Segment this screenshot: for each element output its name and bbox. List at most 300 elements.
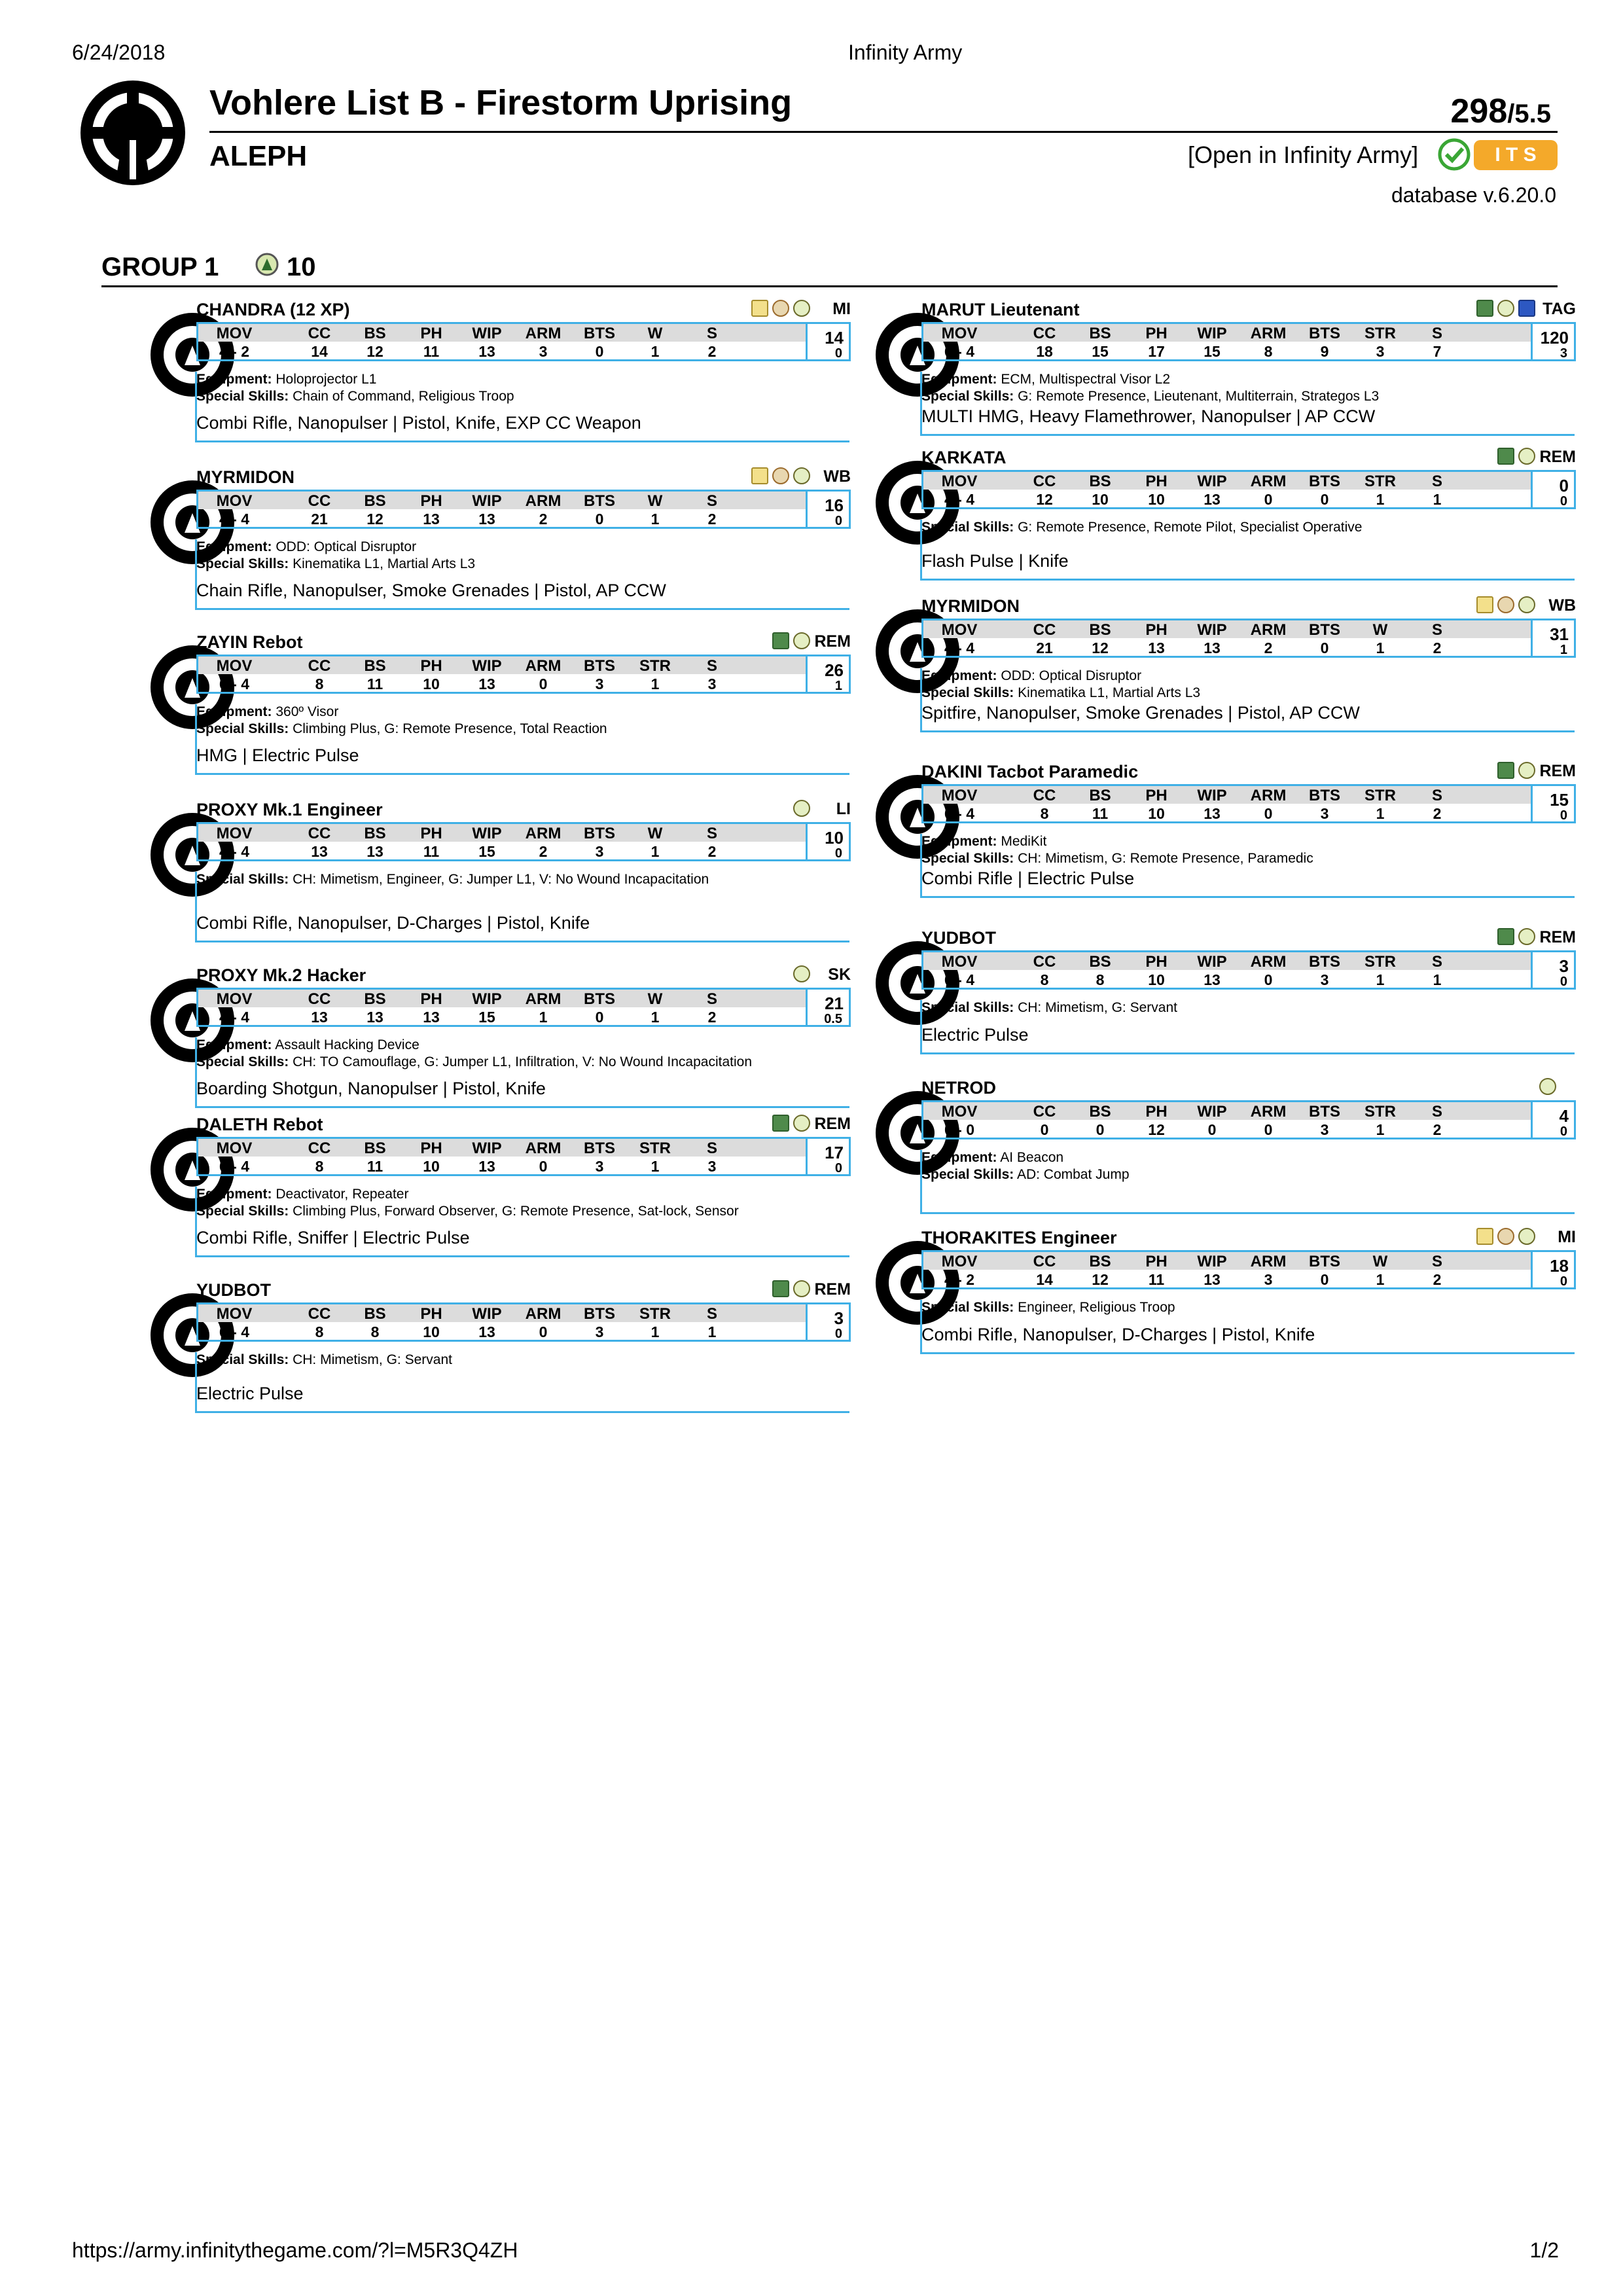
stat-header: S <box>1431 1103 1442 1121</box>
stat-header: S <box>706 825 717 842</box>
stat-header: PH <box>420 1305 442 1323</box>
stat-value: 4 - 4 <box>944 491 975 508</box>
unit-points: 3 <box>834 1308 844 1328</box>
stat-value: 0 <box>1264 1121 1273 1138</box>
stat-header: BTS <box>1309 325 1340 342</box>
stat-header: ARM <box>525 657 562 675</box>
stat-header: BS <box>1089 621 1111 639</box>
unit-type: LI <box>836 800 851 818</box>
stat-value: 11 <box>423 843 440 860</box>
stat-value: 8 <box>315 1323 324 1340</box>
unit-swc: 0 <box>1560 975 1567 989</box>
irregular-order-icon <box>1497 1228 1514 1245</box>
stat-value: 13 <box>366 843 383 860</box>
skills-line <box>921 851 1313 867</box>
its-badge: I T S <box>1474 140 1558 170</box>
stat-value: 1 <box>651 1009 660 1026</box>
skills-value: G: Remote Presence, Remote Pilot, Specialist Operative <box>1018 520 1363 535</box>
stat-value: 4 - 4 <box>219 511 250 528</box>
stat-value: 0 <box>539 1158 548 1175</box>
stat-value: 13 <box>1204 805 1221 822</box>
skills-line <box>921 1000 1177 1016</box>
stat-header: MOV <box>941 787 978 804</box>
stat-value: 3 <box>1376 343 1385 360</box>
stat-value: 1 <box>651 511 660 528</box>
cost-box <box>808 988 851 1027</box>
stat-header: BS <box>364 1139 386 1157</box>
unit-card <box>196 632 851 773</box>
group-rule <box>101 285 1558 287</box>
footer-url[interactable]: https://army.infinitythegame.com/?l=M5R3Q4ZH <box>72 2238 518 2262</box>
equipment-label: Equipment: <box>196 539 272 554</box>
stat-header: WIP <box>1197 473 1227 490</box>
stat-value: 2 <box>707 1009 717 1026</box>
stat-value: 13 <box>478 511 495 528</box>
unit-type: TAG <box>1543 300 1576 318</box>
stat-value: 1 <box>1376 971 1385 988</box>
valid-check-icon <box>1437 137 1471 171</box>
stat-header: W <box>647 825 663 842</box>
stat-header: BTS <box>584 657 615 675</box>
skills-label: Special Skills: <box>921 1000 1014 1015</box>
weapons-line: HMG | Electric Pulse <box>196 745 359 765</box>
stat-value: 2 <box>707 343 717 360</box>
stat-header: CC <box>1033 325 1056 342</box>
unit-type: WB <box>1548 596 1576 615</box>
unit-type: MI <box>1558 1228 1576 1246</box>
unit-badges <box>751 467 810 484</box>
stat-value: 13 <box>1204 1271 1221 1288</box>
stat-header: ARM <box>525 990 562 1008</box>
unit-swc: 0 <box>834 346 842 361</box>
unit-points: 0 <box>1559 476 1569 495</box>
stat-value: 10 <box>423 675 440 692</box>
stat-header: PH <box>420 825 442 842</box>
group-orders: 10 <box>287 253 316 281</box>
stat-header: BS <box>364 657 386 675</box>
stat-value: 1 <box>651 343 660 360</box>
stat-header: MOV <box>216 1139 253 1157</box>
skills-label: Special Skills: <box>921 520 1014 535</box>
stat-header: BS <box>364 325 386 342</box>
g-remote-presence-icon <box>772 1115 789 1132</box>
g-remote-presence-icon <box>1476 300 1493 317</box>
stat-header: WIP <box>1197 953 1227 971</box>
stat-header: BS <box>1089 1253 1111 1270</box>
stat-header: ARM <box>1250 1253 1287 1270</box>
header-rule <box>209 131 1558 133</box>
stat-header: MOV <box>941 473 978 490</box>
stat-value: 10 <box>1092 491 1109 508</box>
skills-line <box>196 721 607 737</box>
unit-name: NETROD <box>921 1078 996 1098</box>
unit-border-bottom <box>920 896 1575 898</box>
cost-box <box>808 490 851 529</box>
stat-value: 6 - 4 <box>944 971 975 988</box>
unit-card <box>196 800 851 941</box>
faction-name: ALEPH <box>209 140 308 172</box>
stat-value: 12 <box>366 511 383 528</box>
unit-swc: 0 <box>834 846 842 861</box>
stat-value: 15 <box>478 843 495 860</box>
group-label: GROUP 1 <box>101 253 219 281</box>
regular-order-icon <box>793 632 810 649</box>
equipment-line <box>921 372 1170 387</box>
stat-header: BS <box>1089 787 1111 804</box>
unit-card <box>196 1115 851 1255</box>
skills-label: Special Skills: <box>196 389 289 404</box>
unit-badges <box>1476 1228 1535 1245</box>
unit-swc: 0 <box>834 1327 842 1341</box>
g-remote-presence-icon <box>772 632 789 649</box>
stat-header: W <box>1372 621 1388 639</box>
unit-points: 18 <box>1550 1256 1569 1276</box>
g-remote-presence-icon <box>1497 448 1514 465</box>
stat-value: 11 <box>366 1158 383 1175</box>
stat-value: 13 <box>478 1323 495 1340</box>
stat-value: 17 <box>1148 343 1165 360</box>
stat-value: 0 <box>1096 1121 1105 1138</box>
skills-line <box>921 389 1379 404</box>
print-date: 6/24/2018 <box>72 41 166 64</box>
equipment-value: 360º Visor <box>276 704 339 719</box>
stat-header: ARM <box>1250 1103 1287 1121</box>
stat-value: 0 <box>1264 805 1273 822</box>
equipment-label: Equipment: <box>196 1187 272 1202</box>
stat-line <box>921 1250 1533 1289</box>
stat-line <box>196 490 808 529</box>
stat-header: WIP <box>1197 1103 1227 1121</box>
stat-header: MOV <box>216 325 253 342</box>
skills-value: AD: Combat Jump <box>1016 1167 1130 1182</box>
unit-type: REM <box>814 1280 851 1299</box>
skills-value: Kinematika L1, Martial Arts L3 <box>293 556 476 571</box>
skills-value: Climbing Plus, G: Remote Presence, Total Reaction <box>293 721 607 736</box>
unit-name: CHANDRA (12 XP) <box>196 300 350 319</box>
impetuous-order-icon <box>751 300 768 317</box>
unit-points: 4 <box>1559 1106 1569 1126</box>
stat-header: S <box>1431 325 1442 342</box>
stat-header: ARM <box>525 492 562 510</box>
stat-value: 2 <box>539 843 548 860</box>
equipment-value: AI Beacon <box>1000 1150 1064 1165</box>
unit-type: REM <box>1539 762 1576 780</box>
regular-order-icon <box>793 1280 810 1297</box>
stat-header: BTS <box>1309 1253 1340 1270</box>
unit-card <box>196 1280 851 1411</box>
stat-value: 1 <box>1376 1121 1385 1138</box>
stat-value: 3 <box>707 675 717 692</box>
stat-value: 6 - 4 <box>944 805 975 822</box>
stat-header: WIP <box>472 1139 502 1157</box>
stat-value: 2 <box>1433 1121 1442 1138</box>
stat-value: 11 <box>1148 1271 1165 1288</box>
stat-header: S <box>706 492 717 510</box>
unit-name: KARKATA <box>921 448 1007 467</box>
stat-header: ARM <box>1250 473 1287 490</box>
cost-box <box>1533 619 1576 658</box>
weapons-line: Combi Rifle | Electric Pulse <box>921 869 1135 888</box>
skills-line <box>921 1167 1130 1183</box>
regular-order-icon <box>793 1115 810 1132</box>
aleph-faction-logo-icon <box>77 77 188 188</box>
stat-value: 0 - 0 <box>944 1121 975 1138</box>
cost-box <box>808 322 851 361</box>
stat-header: MOV <box>941 325 978 342</box>
stat-value: 1 <box>1376 639 1385 656</box>
stat-header: BTS <box>1309 621 1340 639</box>
unit-name: YUDBOT <box>196 1280 271 1300</box>
stat-value: 0 <box>1320 639 1329 656</box>
stat-header: BS <box>364 1305 386 1323</box>
equipment-value: ECM, Multispectral Visor L2 <box>1001 372 1171 387</box>
stat-header: S <box>1431 1253 1442 1270</box>
stat-value: 15 <box>1092 343 1109 360</box>
stat-header: MOV <box>941 953 978 971</box>
stat-value: 0 <box>539 675 548 692</box>
stat-value: 8 <box>1040 971 1049 988</box>
stat-header: ARM <box>1250 953 1287 971</box>
stat-header: PH <box>420 657 442 675</box>
skills-label: Special Skills: <box>921 389 1014 404</box>
stat-line <box>921 1100 1533 1139</box>
regular-order-icon <box>793 965 810 982</box>
stat-value: 2 <box>1264 639 1273 656</box>
unit-card <box>921 300 1576 434</box>
equipment-line <box>921 1150 1063 1166</box>
stat-header: STR <box>639 1305 671 1323</box>
stat-value: 3 <box>595 675 604 692</box>
stat-value: 2 <box>1433 1271 1442 1288</box>
cost-box <box>1533 784 1576 823</box>
stat-value: 21 <box>1036 639 1053 656</box>
regular-order-icon <box>1518 928 1535 945</box>
stat-header: W <box>647 325 663 342</box>
unit-type: REM <box>814 1115 851 1133</box>
stat-header: W <box>647 492 663 510</box>
unit-border-bottom <box>920 579 1575 581</box>
stat-header: BS <box>364 825 386 842</box>
stat-header: PH <box>1145 787 1168 804</box>
stat-header: CC <box>308 1305 331 1323</box>
regular-order-icon <box>1518 448 1535 465</box>
unit-swc: 1 <box>834 679 842 693</box>
stat-header: MOV <box>216 1305 253 1323</box>
stat-value: 1 <box>1376 805 1385 822</box>
unit-name: DALETH Rebot <box>196 1115 323 1134</box>
stat-value: 14 <box>311 343 328 360</box>
unit-swc: 0.5 <box>824 1012 842 1026</box>
stat-header: CC <box>1033 1103 1056 1121</box>
stat-line <box>196 655 808 694</box>
unit-border-bottom <box>195 941 849 942</box>
site-name: Infinity Army <box>848 41 963 64</box>
irregular-order-icon <box>772 300 789 317</box>
skills-label: Special Skills: <box>196 556 289 571</box>
unit-badges <box>751 300 810 317</box>
stat-value: 1 <box>651 843 660 860</box>
stat-header: S <box>706 657 717 675</box>
stat-value: 12 <box>1092 639 1109 656</box>
equipment-line <box>196 372 376 387</box>
unit-border-bottom <box>920 1212 1575 1214</box>
unit-type: REM <box>1539 448 1576 466</box>
list-points <box>1440 92 1551 131</box>
unit-type: REM <box>1539 928 1576 946</box>
equipment-label: Equipment: <box>921 834 997 849</box>
stat-header: BTS <box>584 1139 615 1157</box>
stat-header: ARM <box>1250 325 1287 342</box>
stat-value: 4 - 4 <box>219 843 250 860</box>
unit-card <box>196 300 851 440</box>
unit-badges <box>772 632 810 649</box>
stat-value: 13 <box>478 343 495 360</box>
stat-value: 21 <box>311 511 328 528</box>
unit-badges <box>1497 762 1535 779</box>
unit-name: PROXY Mk.2 Hacker <box>196 965 366 985</box>
stat-value: 0 <box>1320 1271 1329 1288</box>
skills-label: Special Skills: <box>921 685 1014 700</box>
stat-value: 2 <box>539 511 548 528</box>
g-remote-presence-icon <box>1497 928 1514 945</box>
stat-value: 1 <box>1433 971 1442 988</box>
skills-value: CH: Mimetism, Engineer, G: Jumper L1, V: No Wound Incapacitation <box>293 872 709 887</box>
stat-value: 3 <box>595 843 604 860</box>
stat-header: S <box>706 325 717 342</box>
unit-card <box>921 1078 1576 1212</box>
stat-value: 6 - 4 <box>219 1323 250 1340</box>
equipment-label: Equipment: <box>196 372 272 387</box>
stat-header: CC <box>1033 621 1056 639</box>
stat-value: 7 <box>1433 343 1442 360</box>
skills-label: Special Skills: <box>921 1300 1014 1315</box>
weapons-line: Boarding Shotgun, Nanopulser | Pistol, Knife <box>196 1079 546 1098</box>
stat-header: STR <box>1364 1103 1396 1121</box>
regular-order-icon <box>793 800 810 817</box>
unit-border-bottom <box>920 434 1575 436</box>
stat-line <box>921 470 1533 509</box>
unit-border-bottom <box>195 608 849 610</box>
unit-name: DAKINI Tacbot Paramedic <box>921 762 1139 781</box>
unit-swc: 0 <box>1560 494 1567 509</box>
unit-border-bottom <box>195 773 849 775</box>
weapons-line: Combi Rifle, Nanopulser | Pistol, Knife, EXP CC Weapon <box>196 413 641 433</box>
cost-box <box>808 822 851 861</box>
cost-box <box>1533 1250 1576 1289</box>
stat-value: 8 <box>315 675 324 692</box>
stat-header: BS <box>364 492 386 510</box>
stat-header: BTS <box>1309 1103 1340 1121</box>
stat-header: PH <box>420 1139 442 1157</box>
stat-value: 0 <box>595 511 604 528</box>
stat-header: BTS <box>1309 787 1340 804</box>
unit-badges <box>772 1280 810 1297</box>
open-in-army-link[interactable]: [Open in Infinity Army] <box>1188 141 1419 168</box>
unit-card <box>196 467 851 608</box>
stat-header: W <box>1372 1253 1388 1270</box>
unit-points: 31 <box>1550 624 1569 644</box>
impetuous-order-icon <box>1476 596 1493 613</box>
unit-badges <box>1476 596 1535 613</box>
stat-header: WIP <box>472 825 502 842</box>
unit-name: MYRMIDON <box>921 596 1020 616</box>
weapons-line: Chain Rifle, Nanopulser, Smoke Grenades | Pistol, AP CCW <box>196 581 666 600</box>
unit-points: 14 <box>825 328 844 348</box>
stat-value: 13 <box>1204 639 1221 656</box>
stat-value: 18 <box>1036 343 1053 360</box>
stat-header: PH <box>1145 953 1168 971</box>
stat-value: 3 <box>539 343 548 360</box>
stat-line <box>196 822 808 861</box>
unit-name: MYRMIDON <box>196 467 294 487</box>
stat-value: 0 <box>595 1009 604 1026</box>
skills-line <box>196 1054 752 1070</box>
weapons-line: Combi Rifle, Nanopulser, D-Charges | Pistol, Knife <box>921 1325 1315 1344</box>
stat-header: WIP <box>472 492 502 510</box>
page-number: 1/2 <box>1529 2238 1559 2262</box>
weapons-line: Electric Pulse <box>196 1384 304 1403</box>
unit-points: 3 <box>1559 956 1569 976</box>
stat-value: 1 <box>539 1009 548 1026</box>
stat-value: 4 - 4 <box>219 1009 250 1026</box>
stat-header: CC <box>1033 1253 1056 1270</box>
skills-line <box>196 872 709 888</box>
skills-label: Special Skills: <box>921 1167 1014 1182</box>
stat-header: CC <box>308 492 331 510</box>
equipment-label: Equipment: <box>196 1037 272 1052</box>
points-total: 298 <box>1450 92 1508 130</box>
skills-label: Special Skills: <box>196 1352 289 1367</box>
stat-header: MOV <box>941 621 978 639</box>
stat-header: PH <box>1145 325 1168 342</box>
stat-value: 13 <box>1204 971 1221 988</box>
stat-value: 1 <box>1433 491 1442 508</box>
stat-value: 11 <box>423 343 440 360</box>
stat-value: 10 <box>423 1158 440 1175</box>
unit-points: 26 <box>825 660 844 680</box>
stat-line <box>196 322 808 361</box>
irregular-order-icon <box>772 467 789 484</box>
stat-header: MOV <box>216 990 253 1008</box>
stat-header: BTS <box>1309 953 1340 971</box>
equipment-label: Equipment: <box>921 668 997 683</box>
stat-value: 11 <box>1092 805 1109 822</box>
unit-name: MARUT Lieutenant <box>921 300 1080 319</box>
stat-header: PH <box>1145 621 1168 639</box>
stat-header: S <box>1431 621 1442 639</box>
stat-header: ARM <box>525 825 562 842</box>
equipment-line <box>196 1037 419 1053</box>
skills-value: CH: Mimetism, G: Remote Presence, Paramedic <box>1018 851 1313 866</box>
skills-value: CH: TO Camouflage, G: Jumper L1, Infiltration, V: No Wound Incapacitation <box>293 1054 752 1069</box>
stat-value: 14 <box>1036 1271 1053 1288</box>
impetuous-order-icon <box>751 467 768 484</box>
stat-header: ARM <box>1250 621 1287 639</box>
stat-header: CC <box>308 325 331 342</box>
stat-line <box>196 988 808 1027</box>
list-title: Vohlere List B - Firestorm Uprising <box>209 83 793 122</box>
stat-header: CC <box>308 1139 331 1157</box>
unit-border-bottom <box>195 1106 849 1108</box>
stat-header: S <box>706 1139 717 1157</box>
stat-value: 2 <box>1433 639 1442 656</box>
stat-value: 8 <box>370 1323 380 1340</box>
cost-box <box>1533 1100 1576 1139</box>
unit-swc: 0 <box>1560 1124 1567 1139</box>
regular-order-icon <box>1497 300 1514 317</box>
skills-label: Special Skills: <box>196 1054 289 1069</box>
unit-swc: 0 <box>834 1161 842 1175</box>
